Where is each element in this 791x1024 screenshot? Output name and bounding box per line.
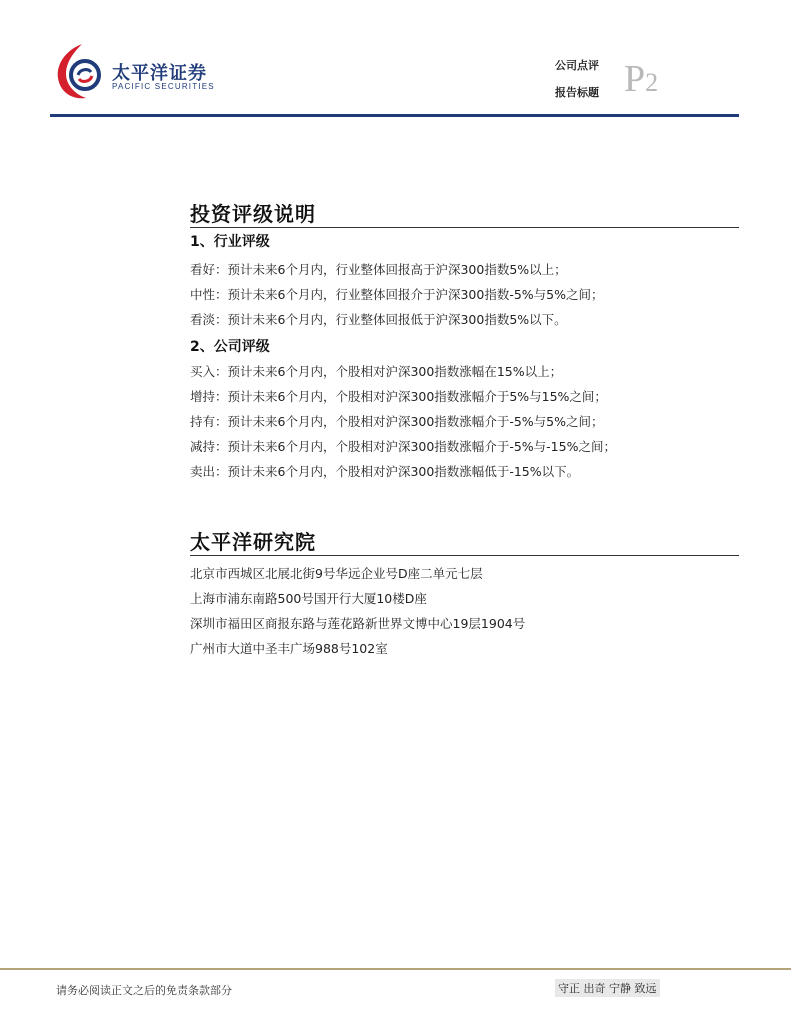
logo-text-en: PACIFIC SECURITIES (112, 82, 215, 91)
page-prefix: P (624, 58, 646, 100)
page-indicator (624, 60, 658, 98)
company-rating-line: 减持：预计未来6个月内，个股相对沪深300指数涨幅介于-5%与-15%之间； (190, 439, 616, 454)
institute-title: 太平洋研究院 (190, 530, 316, 554)
company-rating-line: 卖出：预计未来6个月内，个股相对沪深300指数涨幅低于-15%以下。 (190, 464, 580, 479)
institute-address: 深圳市福田区商报东路与莲花路新世界文博中心19层1904号 (190, 616, 526, 631)
logo-mark-icon (52, 40, 110, 102)
logo-text-cn: 太平洋证券 (112, 63, 207, 84)
report-type: 公司点评 (555, 59, 599, 72)
rating-section (190, 198, 739, 488)
report-title: 报告标题 (555, 86, 599, 99)
footer-divider (0, 968, 791, 970)
header-divider (50, 114, 739, 117)
rating-title-divider (190, 227, 739, 228)
company-logo (52, 40, 215, 102)
institute-address: 北京市西城区北展北街9号华远企业号D座二单元七层 (190, 566, 483, 581)
footer-disclaimer: 请务必阅读正文之后的免责条款部分 (56, 984, 232, 997)
industry-rating-line: 中性：预计未来6个月内，行业整体回报介于沪深300指数-5%与5%之间； (190, 287, 604, 302)
industry-rating-line: 看淡：预计未来6个月内，行业整体回报低于沪深300指数5%以下。 (190, 312, 567, 327)
institute-address: 上海市浦东南路500号国开行大厦10楼D座 (190, 591, 427, 606)
footer-motto: 守正 出奇 宁静 致远 (555, 979, 660, 997)
institute-address: 广州市大道中圣丰广场988号102室 (190, 641, 388, 656)
industry-rating-line: 看好：预计未来6个月内，行业整体回报高于沪深300指数5%以上； (190, 262, 567, 277)
rating-title: 投资评级说明 (190, 202, 316, 226)
company-rating-line: 买入：预计未来6个月内，个股相对沪深300指数涨幅在15%以上； (190, 364, 563, 379)
page-number: 2 (645, 68, 659, 97)
institute-section (190, 526, 739, 666)
company-rating-line: 持有：预计未来6个月内，个股相对沪深300指数涨幅介于-5%与5%之间； (190, 414, 604, 429)
company-rating-heading: 2、公司评级 (190, 339, 270, 355)
company-rating-line: 增持：预计未来6个月内，个股相对沪深300指数涨幅介于5%与15%之间； (190, 389, 607, 404)
institute-title-divider (190, 555, 739, 556)
industry-rating-heading: 1、行业评级 (190, 234, 270, 250)
